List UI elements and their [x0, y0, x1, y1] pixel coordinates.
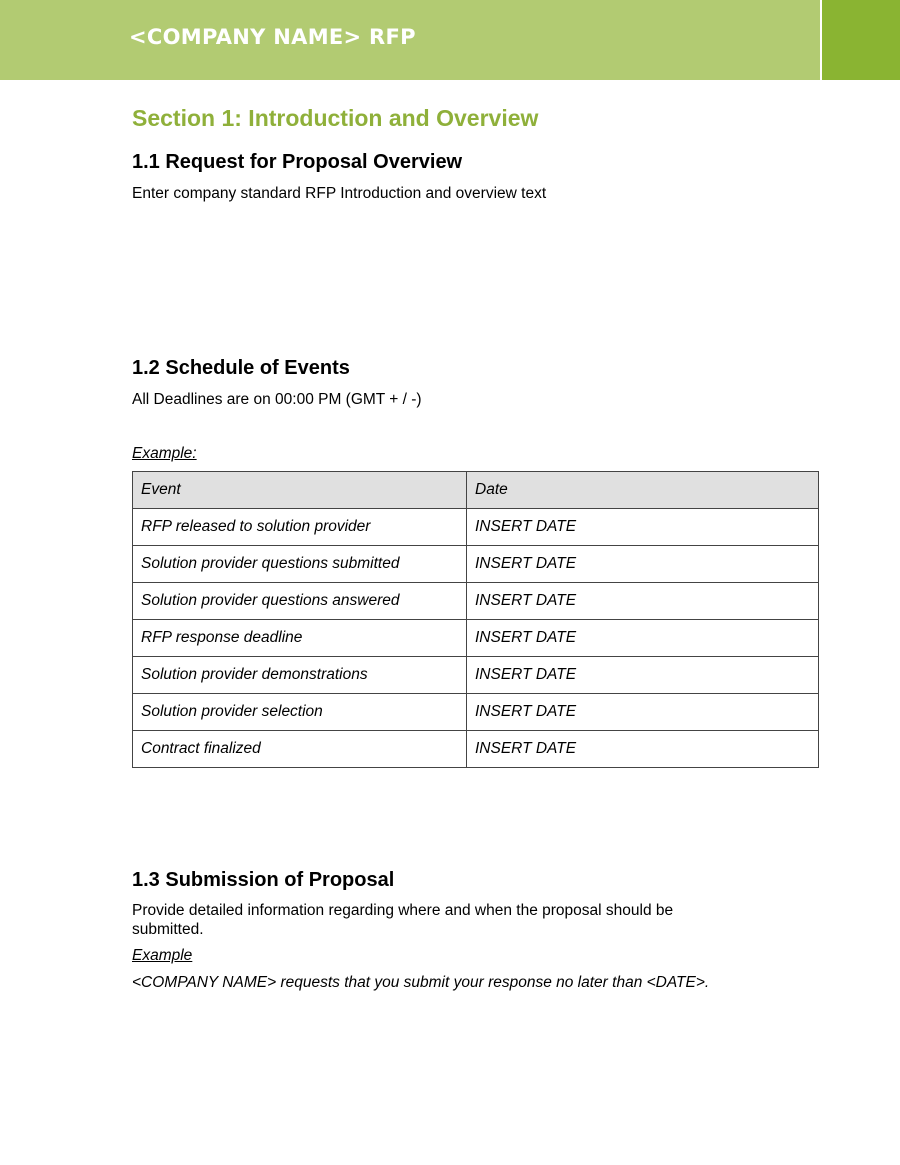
- submission-example-text: <COMPANY NAME> requests that you submit your response no later than <DATE>.: [132, 974, 710, 991]
- table-row: [133, 620, 819, 657]
- schedule-text: All Deadlines are on 00:00 PM (GMT + / -): [132, 391, 422, 408]
- table-row: [133, 509, 819, 546]
- document-title: <COMPANY NAME> RFP: [129, 25, 416, 49]
- event-cell: RFP released to solution provider: [133, 509, 467, 546]
- table-row: [133, 583, 819, 620]
- section-title: Section 1: Introduction and Overview: [132, 105, 539, 131]
- date-cell: INSERT DATE: [467, 509, 819, 546]
- schedule-table: [132, 471, 819, 768]
- table-row: [133, 731, 819, 768]
- date-cell: INSERT DATE: [467, 583, 819, 620]
- event-cell: RFP response deadline: [133, 620, 467, 657]
- table-row: [133, 657, 819, 694]
- overview-heading: 1.1 Request for Proposal Overview: [132, 151, 463, 173]
- event-cell: Contract finalized: [133, 731, 467, 768]
- event-cell: Solution provider questions submitted: [133, 546, 467, 583]
- event-cell: Solution provider demonstrations: [133, 657, 467, 694]
- date-cell: INSERT DATE: [467, 620, 819, 657]
- submission-example-label: Example: [132, 947, 193, 964]
- table-row: [133, 546, 819, 583]
- overview-text: Enter company standard RFP Introduction and overview text: [132, 185, 547, 202]
- date-cell: INSERT DATE: [467, 731, 819, 768]
- table-header-date: Date: [467, 472, 819, 509]
- date-cell: INSERT DATE: [467, 657, 819, 694]
- header-accent-block: [822, 0, 900, 80]
- submission-text: Provide detailed information regarding where and when the proposal should be submitted.: [132, 902, 674, 938]
- table-header-event: Event: [133, 472, 467, 509]
- schedule-example-label: Example:: [132, 445, 197, 462]
- submission-heading: 1.3 Submission of Proposal: [132, 869, 395, 891]
- date-cell: INSERT DATE: [467, 694, 819, 731]
- date-cell: INSERT DATE: [467, 546, 819, 583]
- event-cell: Solution provider selection: [133, 694, 467, 731]
- table-header-row: [133, 472, 819, 509]
- event-cell: Solution provider questions answered: [133, 583, 467, 620]
- schedule-heading: 1.2 Schedule of Events: [132, 357, 350, 379]
- table-row: [133, 694, 819, 731]
